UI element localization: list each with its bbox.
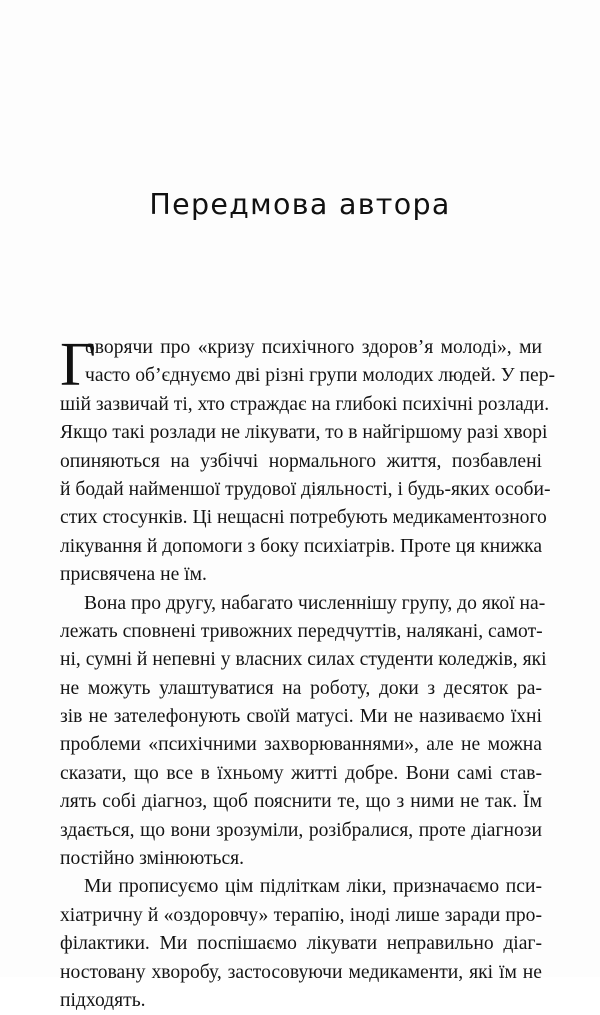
text-line: ні, сумні й непевні у власних силах студенти коледжів, які xyxy=(60,649,547,671)
text-line: підходять. xyxy=(60,989,146,1011)
text-line: лять собі діагноз, щоб пояснити те, що з ними не так. Їм xyxy=(60,791,542,813)
paragraph-1 xyxy=(60,331,556,590)
text-line: присвячена не їм. xyxy=(60,564,207,586)
text-line: не можуть улаштуватися на роботу, доки з десяток ра- xyxy=(60,677,542,699)
text-line: сказати, що все в їхньому житті добре. Вони самі став- xyxy=(60,762,542,784)
text-line: проблеми «психічними захворюваннями», але не можна xyxy=(60,734,542,756)
text-line: Ми прописуємо цім підліткам ліки, призначаємо пси- xyxy=(84,876,542,898)
text-line: часто об’єднуємо дві різні групи молодих людей. У пер- xyxy=(85,365,556,387)
text-line: здається, що вони зрозуміли, розібралися, проте діагнози xyxy=(60,819,542,841)
text-line: стих стосунків. Ці нещасні потребують медикаментозного xyxy=(60,507,547,529)
text-line: лежать сповнені тривожних передчуттів, налякані, самот- xyxy=(60,620,543,642)
text-line: й бодай найменшої трудової діяльності, і будь-яких особи- xyxy=(60,478,551,500)
text-line: опиняються на узбіччі нормального життя, позбавлені xyxy=(60,450,542,472)
text-line: постійно змінюються. xyxy=(60,848,245,870)
text-line: філактики. Ми поспішаємо лікувати неправильно діаг- xyxy=(60,933,542,955)
text-line: зів не зателефонують своїй матусі. Ми не називаємо їхні xyxy=(60,706,542,728)
text-line: ностовану хворобу, застосовуючи медикаменти, які їм не xyxy=(60,961,542,983)
drop-cap: Г xyxy=(60,331,96,399)
text-line: оворячи про «кризу психічного здоров’я молоді», ми xyxy=(85,337,542,358)
text-line: Вона про другу, набагато численнішу групу, до якої на- xyxy=(84,592,546,614)
body-text xyxy=(60,331,556,1015)
text-line: лікування й допомоги з боку психіатрів. Проте ця книжка xyxy=(60,535,543,557)
paragraph-3 xyxy=(60,873,542,1015)
paragraph-2 xyxy=(60,590,547,874)
text-line: хіатричну й «оздоровчу» терапію, іноді лише заради про- xyxy=(60,904,542,926)
text-line: Якщо такі розлади не лікувати, то в найгіршому разі хворі xyxy=(60,422,548,444)
text-line: шій зазвичай ті, хто страждає на глибокі психічні розлади. xyxy=(60,393,550,415)
chapter-title: Передмова автора xyxy=(149,188,451,221)
